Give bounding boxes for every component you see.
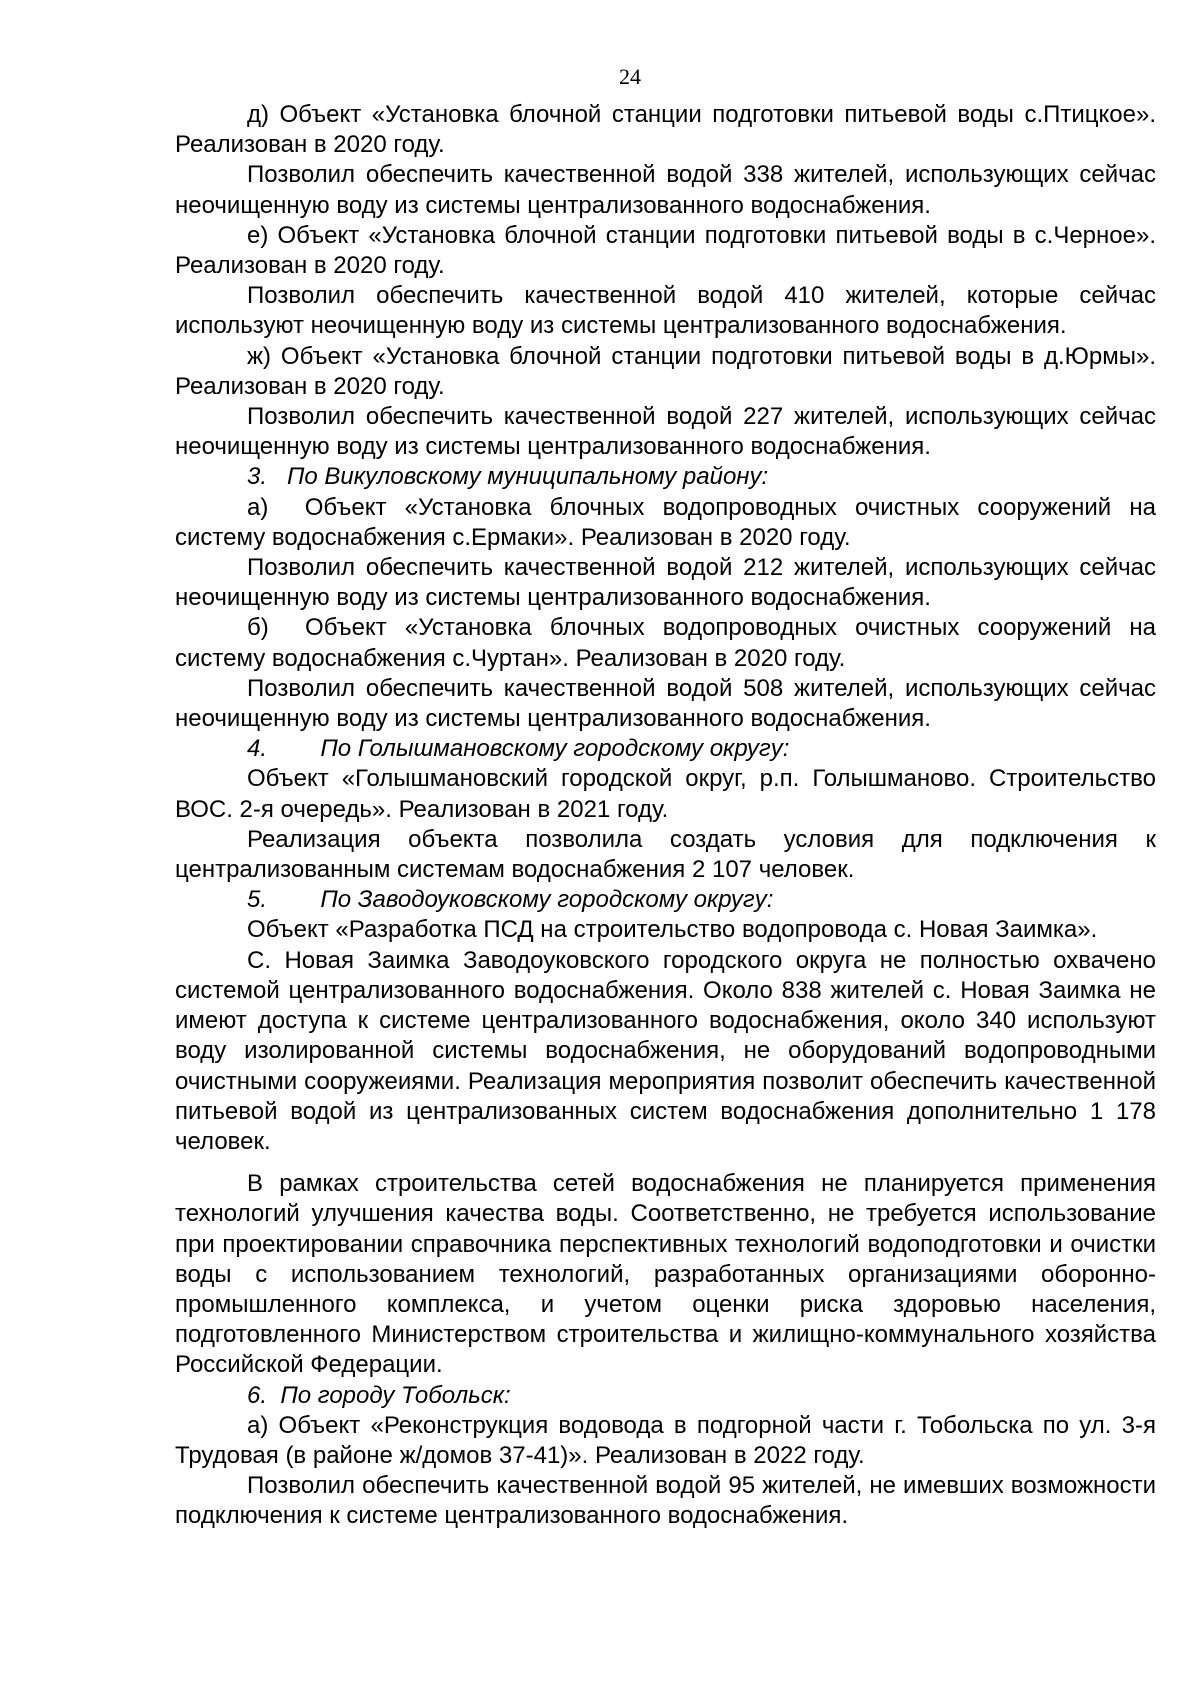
- paragraph-item-b-churtan: б) Объект «Установка блочных водопроводных очистных сооружений на систему водоснабжения с.Чуртан». Реализован в 2020 году.: [175, 614, 1156, 672]
- document-body: [175, 100, 1156, 1532]
- paragraph-result-churtan: Позволил обеспечить качественной водой 508 жителей, использующих сейчас неочищенную воду из системы централизованного водоснабжения.: [175, 674, 1156, 733]
- paragraph-result-chernoe: Позволил обеспечить качественной водой 410 жителей, которые сейчас используют неочищенную воду из системы централизованного водоснабжения.: [175, 282, 1156, 340]
- section-heading-golyshmanovsky: 4. По Голышмановскому городскому округу:: [247, 735, 790, 763]
- paragraph-technologies-note: В рамках строительства сетей водоснабжения не планируется применения технологий улучшения качества воды. Соответственно, не требуется использование при проектировании справочника перспективных технологий водоподготовки и очистки воды с использованием технологий, разработанных организациями оборонно-промышленного комплекса, и учетом оценки риска здоровью населения, подготовленного Министерством строительства и жилищно-коммунального хозяйства Российской Федерации.: [175, 1170, 1156, 1379]
- paragraph-description-novaya-zaimka: С. Новая Заимка Заводоуковского городского округа не полностью охвачено системой централизованного водоснабжения. Около 838 жителей с. Новая Заимка не имеют доступа к системе централизованного водоснабжения, около 340 используют воду изолированной системы водоснабжения, не оборудований водопроводными очистными сооружеиями. Реализация мероприятия позволит обеспечить качественной питьевой водой из централизованных систем водоснабжения дополнительно 1 178 человек.: [175, 946, 1156, 1155]
- paragraph-result-golyshmanovo: Реализация объекта позволила создать условия для подключения к централизованным системам водоснабжения 2 107 человек.: [175, 825, 1156, 884]
- paragraph-item-d-ptitskoe: д) Объект «Установка блочной станции подготовки питьевой воды с.Птицкое». Реализован в 2020 году.: [175, 101, 1156, 159]
- paragraph-object-novaya-zaimka: Объект «Разработка ПСД на строительство водопровода с. Новая Заимка».: [247, 916, 1098, 944]
- page-number: 24: [619, 64, 641, 89]
- paragraph-result-tobolsk: Позволил обеспечить качественной водой 95 жителей, не имевших возможности подключения к системе централизованного водоснабжения.: [175, 1472, 1156, 1530]
- paragraph-item-zh-yurmy: ж) Объект «Установка блочной станции подготовки питьевой воды в д.Юрмы». Реализован в 2020 году.: [175, 342, 1156, 400]
- paragraph-item-a-ermaki: а) Объект «Установка блочных водопроводных очистных сооружений на систему водоснабжения с.Ермаки». Реализован в 2020 году.: [175, 493, 1156, 551]
- section-heading-vikulovsky: 3. По Викуловскому муниципальному району:: [247, 463, 769, 491]
- paragraph-item-e-chernoe: е) Объект «Установка блочной станции подготовки питьевой воды в с.Черное». Реализован в 2020 году.: [175, 221, 1156, 280]
- paragraph-item-a-tobolsk: а) Объект «Реконструкция водовода в подгорной части г. Тобольска по ул. 3-я Трудовая (в районе ж/домов 37-41)». Реализован в 2022 году.: [175, 1411, 1156, 1469]
- paragraph-result-ptitskoe: Позволил обеспечить качественной водой 338 жителей, использующих сейчас неочищенную воду из системы централизованного водоснабжения.: [175, 161, 1156, 219]
- paragraph-result-yurmy: Позволил обеспечить качественной водой 227 жителей, использующих сейчас неочищенную воду из системы централизованного водоснабжения.: [175, 403, 1156, 461]
- paragraph-object-golyshmanovo: Объект «Голышмановский городской округ, р.п. Голышманово. Строительство ВОС. 2-я очередь». Реализован в 2021 году.: [175, 765, 1156, 823]
- section-heading-zavodoukovsky: 5. По Заводоуковскому городскому округу:: [247, 886, 774, 914]
- section-heading-tobolsk: 6. По городу Тобольск:: [247, 1381, 511, 1409]
- paragraph-result-ermaki: Позволил обеспечить качественной водой 212 жителей, использующих сейчас неочищенную воду из системы централизованного водоснабжения.: [175, 554, 1156, 612]
